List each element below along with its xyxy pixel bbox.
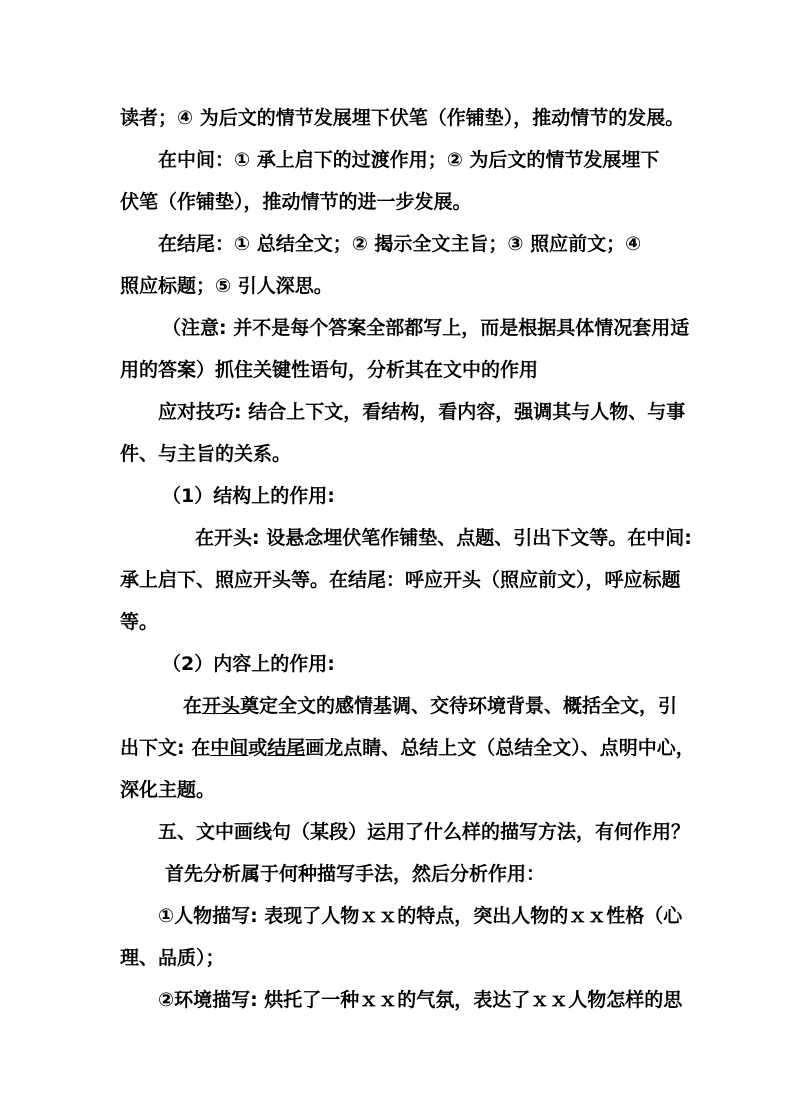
heading-content: （2）内容上的作用: (162, 653, 335, 675)
text-line-9: 件、与主旨的关系。 (120, 443, 292, 465)
text-line-20: ①人物描写: 表现了人物ｘｘ的特点，突出人物的ｘｘ性格（心 (158, 905, 683, 927)
text-line-2: 在中间：① 承上启下的过渡作用；② 为后文的情节发展埋下 (158, 149, 660, 171)
text-line-4: 在结尾：① 总结全文；② 揭示全文主旨；③ 照应前文；④ (158, 233, 642, 255)
underlined-middle: 中间 (210, 737, 249, 759)
content-text: 奠定全文的感情基调、交待环境背景、概括全文，引 (240, 695, 678, 717)
text-line-13: 等。 (120, 611, 159, 633)
underlined-ending: 结尾 (267, 737, 306, 759)
text-line-12: 承上启下、照应开头等。在结尾：呼应开头（照应前文），呼应标题 (120, 569, 681, 591)
text-line-5: 照应标题；⑤ 引人深思。 (120, 275, 333, 297)
heading-structure: （1）结构上的作用: (162, 485, 335, 507)
text-line-8: 应对技巧: 结合上下文，看结构，看内容，强调其与人物、与事 (158, 401, 686, 423)
section-five-heading: 五、文中画线句（某段）运用了什么样的描写方法，有何作用？ (158, 821, 691, 843)
content-line-1 (183, 694, 677, 718)
underlined-opening: 开头 (202, 695, 241, 717)
text-line-17: 深化主题。 (120, 779, 216, 801)
text-line-6: （注意: 并不是每个答案全部都写上，而是根据具体情况套用适 (162, 317, 690, 339)
content-text: 画龙点睛、总结上文（总结全文）、点明中心， (305, 737, 695, 759)
content-text: 在 (183, 695, 203, 717)
text-line-11: 在开头: 设悬念埋伏笔作铺垫、点题、引出下文等。在中间: (195, 527, 692, 549)
text-line-19: 首先分析属于何种描写手法，然后分析作用： (165, 863, 546, 885)
text-line-21: 理、品质）； (120, 947, 225, 969)
text-line-22: ②环境描写: 烘托了一种ｘｘ的气氛，表达了ｘｘ人物怎样的思 (158, 989, 683, 1011)
text-line-7: 用的答案）抓住关键性语句，分析其在文中的作用 (120, 359, 539, 381)
text-line-3: 伏笔（作铺垫），推动情节的进一步发展。 (120, 191, 472, 213)
content-text: 出下文: 在 (120, 737, 211, 759)
content-line-2 (120, 736, 695, 760)
content-text: 或 (248, 737, 268, 759)
text-line-1: 读者；④ 为后文的情节发展埋下伏笔（作铺垫），推动情节的发展。 (120, 107, 685, 129)
